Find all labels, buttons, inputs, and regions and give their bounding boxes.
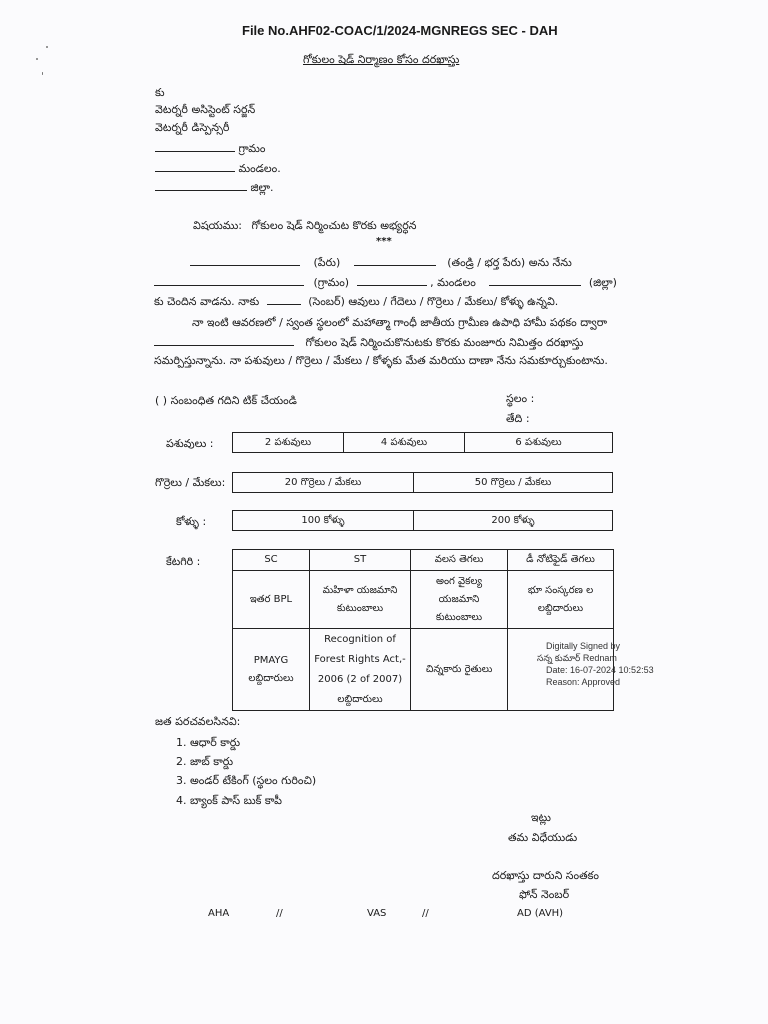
- livestock-option[interactable]: 6 పశువులు: [465, 433, 613, 453]
- name-label: (పేరు): [313, 256, 341, 269]
- closing-yours: ఇట్లు: [531, 811, 551, 824]
- enclosure-item: 1. ఆధార్ కార్డు: [176, 736, 241, 749]
- subject-label: విషయము:: [193, 219, 242, 232]
- livestock-option[interactable]: 2 పశువులు: [233, 433, 344, 453]
- form-title: గోకులం షెడ్ నిర్మాణం కోసం దరఖాస్తు: [303, 53, 460, 66]
- addressee-district-line: [155, 181, 274, 197]
- subject-line: [193, 219, 416, 235]
- line5-text: గోకులం షెడ్ నిర్మించుకొనుటకు కొరకు మంజూరు నిమిత్తం దరఖాస్తు: [305, 336, 584, 349]
- body-line-5: [154, 336, 583, 352]
- line3-end: (సెంబర్) ఆవులు / గేదెలు / గొర్రెలు / మేకలు/ కోళ్ళు ఉన్నవి.: [308, 295, 559, 308]
- father-blank: [354, 264, 436, 266]
- body-line-6: సమర్పిస్తున్నాను. నా పశువులు / గొర్రెలు / మేకలు / కోళ్ళకు మేత మరియు దాణా నేను సమకూర్చుకుంటాను.: [154, 354, 608, 367]
- father-label: (తండ్రి / భర్త పేరు) అను నేను: [447, 256, 572, 269]
- district-label: జిల్లా.: [250, 181, 274, 194]
- signature-reason: Reason: Approved: [546, 677, 621, 687]
- poultry-options-table: [232, 510, 613, 531]
- village-label: గ్రామం: [238, 142, 266, 155]
- enclosure-item: 3. అండర్ టేకింగ్ (స్థలం గురించి): [176, 774, 317, 787]
- poultry-option[interactable]: 200 కోళ్ళు: [414, 511, 613, 531]
- sheep-goats-option[interactable]: 20 గొర్రెలు / మేకలు: [233, 473, 414, 493]
- name-blank: [190, 264, 300, 266]
- phone-number-label: ఫోన్ నెంబర్: [519, 888, 570, 901]
- signature-date: Date: 16-07-2024 10:52:53: [546, 665, 654, 675]
- footer-aha: AHA: [208, 908, 230, 919]
- livestock-label: పశువులు :: [166, 437, 214, 450]
- footer-ad: AD (AVH): [517, 908, 564, 919]
- file-number: File No.AHF02-COAC/1/2024-MGNREGS SEC - DAH: [242, 23, 558, 38]
- footer-vas-separator: //: [422, 908, 429, 919]
- district-blank: [489, 284, 581, 286]
- addressee-mandal-line: [155, 162, 281, 178]
- category-header: ST: [310, 550, 411, 571]
- scan-speck: [36, 58, 38, 60]
- scan-speck: [42, 72, 43, 75]
- mandal-label: మండలం.: [238, 162, 281, 175]
- category-cell[interactable]: అంగ వైకల్య యజమాని కుటుంబాలు: [411, 571, 508, 629]
- scan-speck: [46, 46, 48, 48]
- livestock-option[interactable]: 4 పశువులు: [344, 433, 465, 453]
- category-label: కేటగిరి :: [166, 555, 201, 568]
- poultry-label: కోళ్ళు :: [176, 515, 207, 528]
- category-cell[interactable]: చిన్నకారు రైతులు: [411, 629, 508, 711]
- blank-line: [155, 150, 235, 152]
- category-cell[interactable]: Recognition of Forest Rights Act,- 2006 (2 of 2007) లబ్దిదారులు: [310, 629, 411, 711]
- body-line-2: [154, 276, 617, 292]
- livestock-options-table: [232, 432, 613, 453]
- subject-text: గోకులం షెడ్ నిర్మించుట కొరకు అభ్యర్ధన: [251, 219, 417, 232]
- blank-line: [155, 170, 235, 172]
- body-line-4: నా ఇంటి ఆవరణలో / స్వంత స్థలంలో మహాత్మా గాంధీ జాతీయ గ్రామీణ ఉపాధి హామీ పథకం ద్వారా: [192, 316, 608, 329]
- count-blank: [267, 303, 301, 305]
- digital-signature: [537, 640, 654, 688]
- body-village-label: (గ్రామం): [313, 276, 350, 289]
- footer-aha-separator: //: [276, 908, 283, 919]
- enclosure-item: 2. జాబ్ కార్డు: [176, 755, 234, 768]
- body-district-label: (జిల్లా): [588, 276, 617, 289]
- sheep-goats-label: గొర్రెలు / మేకలు:: [155, 476, 226, 489]
- category-cell[interactable]: ఇతర BPL: [233, 571, 310, 629]
- purpose-blank: [154, 344, 294, 346]
- closing-faithfully: తమ విధేయుడు: [508, 831, 578, 844]
- category-cell[interactable]: PMAYG లబ్దిదారులు: [233, 629, 310, 711]
- mandal-blank: [357, 284, 427, 286]
- signature-signer: సన్న కుమార్ Rednam: [537, 653, 617, 663]
- category-header: SC: [233, 550, 310, 571]
- category-cell[interactable]: మహిళా యజమాని కుటుంబాలు: [310, 571, 411, 629]
- tick-instruction: ( ) సంబంధిత గదిని టిక్ చేయండి: [155, 394, 297, 407]
- signature-line: Digitally Signed by: [546, 641, 621, 651]
- addressee-to: కు: [155, 86, 165, 99]
- category-header: డీ నోటిఫైడ్ తెగలు: [508, 550, 614, 571]
- sheep-goats-options-table: [232, 472, 613, 493]
- category-header: వలస తెగలు: [411, 550, 508, 571]
- body-line-3: [154, 295, 558, 311]
- footer-vas: VAS: [367, 908, 387, 919]
- line3-start: కు చెందిన వాడను. నాకు: [154, 295, 260, 308]
- enclosure-item: 4. బ్యాంక్ పాస్ బుక్ కాపీ: [176, 794, 282, 807]
- body-mandal-label: , మండలం: [430, 276, 476, 289]
- sheep-goats-option[interactable]: 50 గొర్రెలు / మేకలు: [414, 473, 613, 493]
- addressee-line2: వెటర్నరీ డిస్పెన్సరీ: [155, 121, 230, 134]
- place-label: స్థలం :: [506, 392, 535, 405]
- subject-stars: ***: [376, 236, 392, 247]
- poultry-option[interactable]: 100 కోళ్ళు: [233, 511, 414, 531]
- addressee-line1: వెటర్నరీ అసిస్టెంట్ సర్జన్: [155, 103, 256, 116]
- body-line-1: [190, 256, 572, 272]
- date-label: తేది :: [506, 412, 530, 425]
- applicant-signature-label: దరఖాస్తు దారుని సంతకం: [492, 869, 599, 882]
- village-blank: [154, 284, 304, 286]
- blank-line: [155, 189, 247, 191]
- addressee-village-line: [155, 142, 266, 158]
- enclosures-title: జత పరచవలసినవి:: [155, 715, 241, 728]
- category-cell[interactable]: భూ సంస్కరణ ల లబ్దిదారులు: [508, 571, 614, 629]
